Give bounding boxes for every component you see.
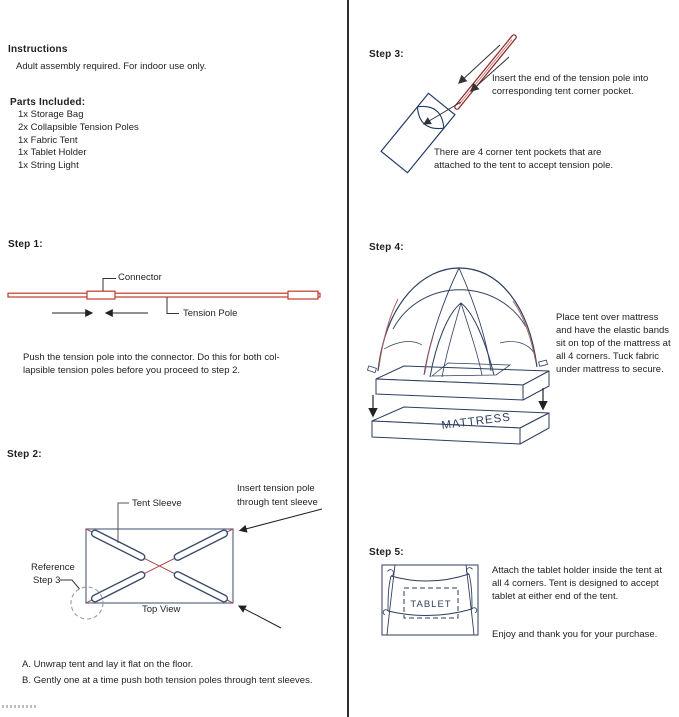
- step5-diagram: [378, 560, 483, 640]
- instructions-body: Adult assembly required. For indoor use only.: [16, 61, 207, 72]
- parts-included-title: Parts Included:: [10, 97, 86, 108]
- connector-shape: [87, 291, 115, 299]
- step1-diagram: [0, 258, 340, 333]
- parts-list: [18, 109, 139, 173]
- step5-text-line: Attach the tablet holder inside the tent at: [492, 565, 663, 576]
- step4-diagram: [360, 255, 560, 460]
- parts-list-item: 1x Storage Bag: [18, 109, 84, 120]
- parts-list-item: 1x String Light: [18, 160, 79, 172]
- insert-arrow-bottom-icon: [239, 606, 281, 628]
- upper-mattress-shape: [376, 366, 549, 400]
- tension-pole-shape: [8, 293, 320, 297]
- pole-end-cap-shape: [288, 291, 318, 299]
- step1-text-line: lapsible tension poles before you proceed to step 2.: [23, 365, 241, 376]
- tent-sleeve-label: Tent Sleeve: [132, 498, 182, 509]
- step3-text-line: There are 4 corner tent pockets that are: [434, 147, 602, 158]
- step3-text-line: corresponding tent corner pocket.: [492, 86, 634, 97]
- reference-leader-line: [60, 580, 80, 589]
- tension-pole-leader-line: [167, 298, 179, 314]
- step4-text-line: Place tent over mattress: [556, 312, 659, 323]
- step4-text-line: and have the elastic bands: [556, 325, 670, 336]
- instructions-title: Instructions: [8, 44, 68, 55]
- step5-text-line: all 4 corners. Tent is designed to accept: [492, 578, 659, 589]
- top-view-label: Top View: [142, 604, 181, 615]
- step5-title: Step 5:: [369, 547, 404, 558]
- step4-title: Step 4:: [369, 242, 404, 253]
- insert-pole-label-line: through tent sleeve: [237, 497, 318, 508]
- parts-list-item: 1x Tablet Holder: [18, 147, 87, 159]
- step3-text-line: Insert the end of the tension pole into: [492, 73, 649, 84]
- tension-pole-label: Tension Pole: [183, 308, 238, 319]
- fine-print-mark: [2, 705, 38, 708]
- mattress-label: MATTRESS: [440, 411, 512, 432]
- insert-pole-label-line: Insert tension pole: [237, 483, 315, 494]
- connector-leader-line: [103, 279, 116, 292]
- column-divider: [347, 0, 349, 717]
- parts-list-item: 2x Collapsible Tension Poles: [18, 121, 139, 133]
- parts-list-item: 1x Fabric Tent: [18, 134, 78, 146]
- step1-title: Step 1:: [8, 239, 43, 250]
- step4-text-line: sit on top of the mattress at: [556, 338, 671, 349]
- step2-substep: B. Gently one at a time push both tension poles through tent sleeves.: [22, 675, 313, 686]
- step3-title: Step 3:: [369, 49, 404, 60]
- reference-label-line: Reference: [31, 562, 75, 573]
- step2-title: Step 2:: [7, 449, 42, 460]
- connector-label: Connector: [118, 272, 162, 283]
- step5-thanks-text: Enjoy and thank you for your purchase.: [492, 629, 658, 640]
- step1-text-line: Push the tension pole into the connector. Do this for both col-: [23, 352, 280, 363]
- step4-text-line: under mattress to secure.: [556, 364, 664, 375]
- insert-arrow-top-icon: [240, 509, 322, 531]
- tent-shape: [378, 268, 537, 377]
- step4-text-line: all 4 corners. Tuck fabric: [556, 351, 659, 362]
- step3-text-line: attached to the tent to accept tension pole.: [434, 160, 614, 171]
- reference-label-line: Step 3: [33, 575, 61, 586]
- tablet-label: TABLET: [410, 599, 452, 610]
- step5-text-line: tablet at either end of the tent.: [492, 591, 619, 602]
- tent-sleeve-leader-line: [118, 503, 129, 543]
- step2-substep: A. Unwrap tent and lay it flat on the floor.: [22, 659, 194, 670]
